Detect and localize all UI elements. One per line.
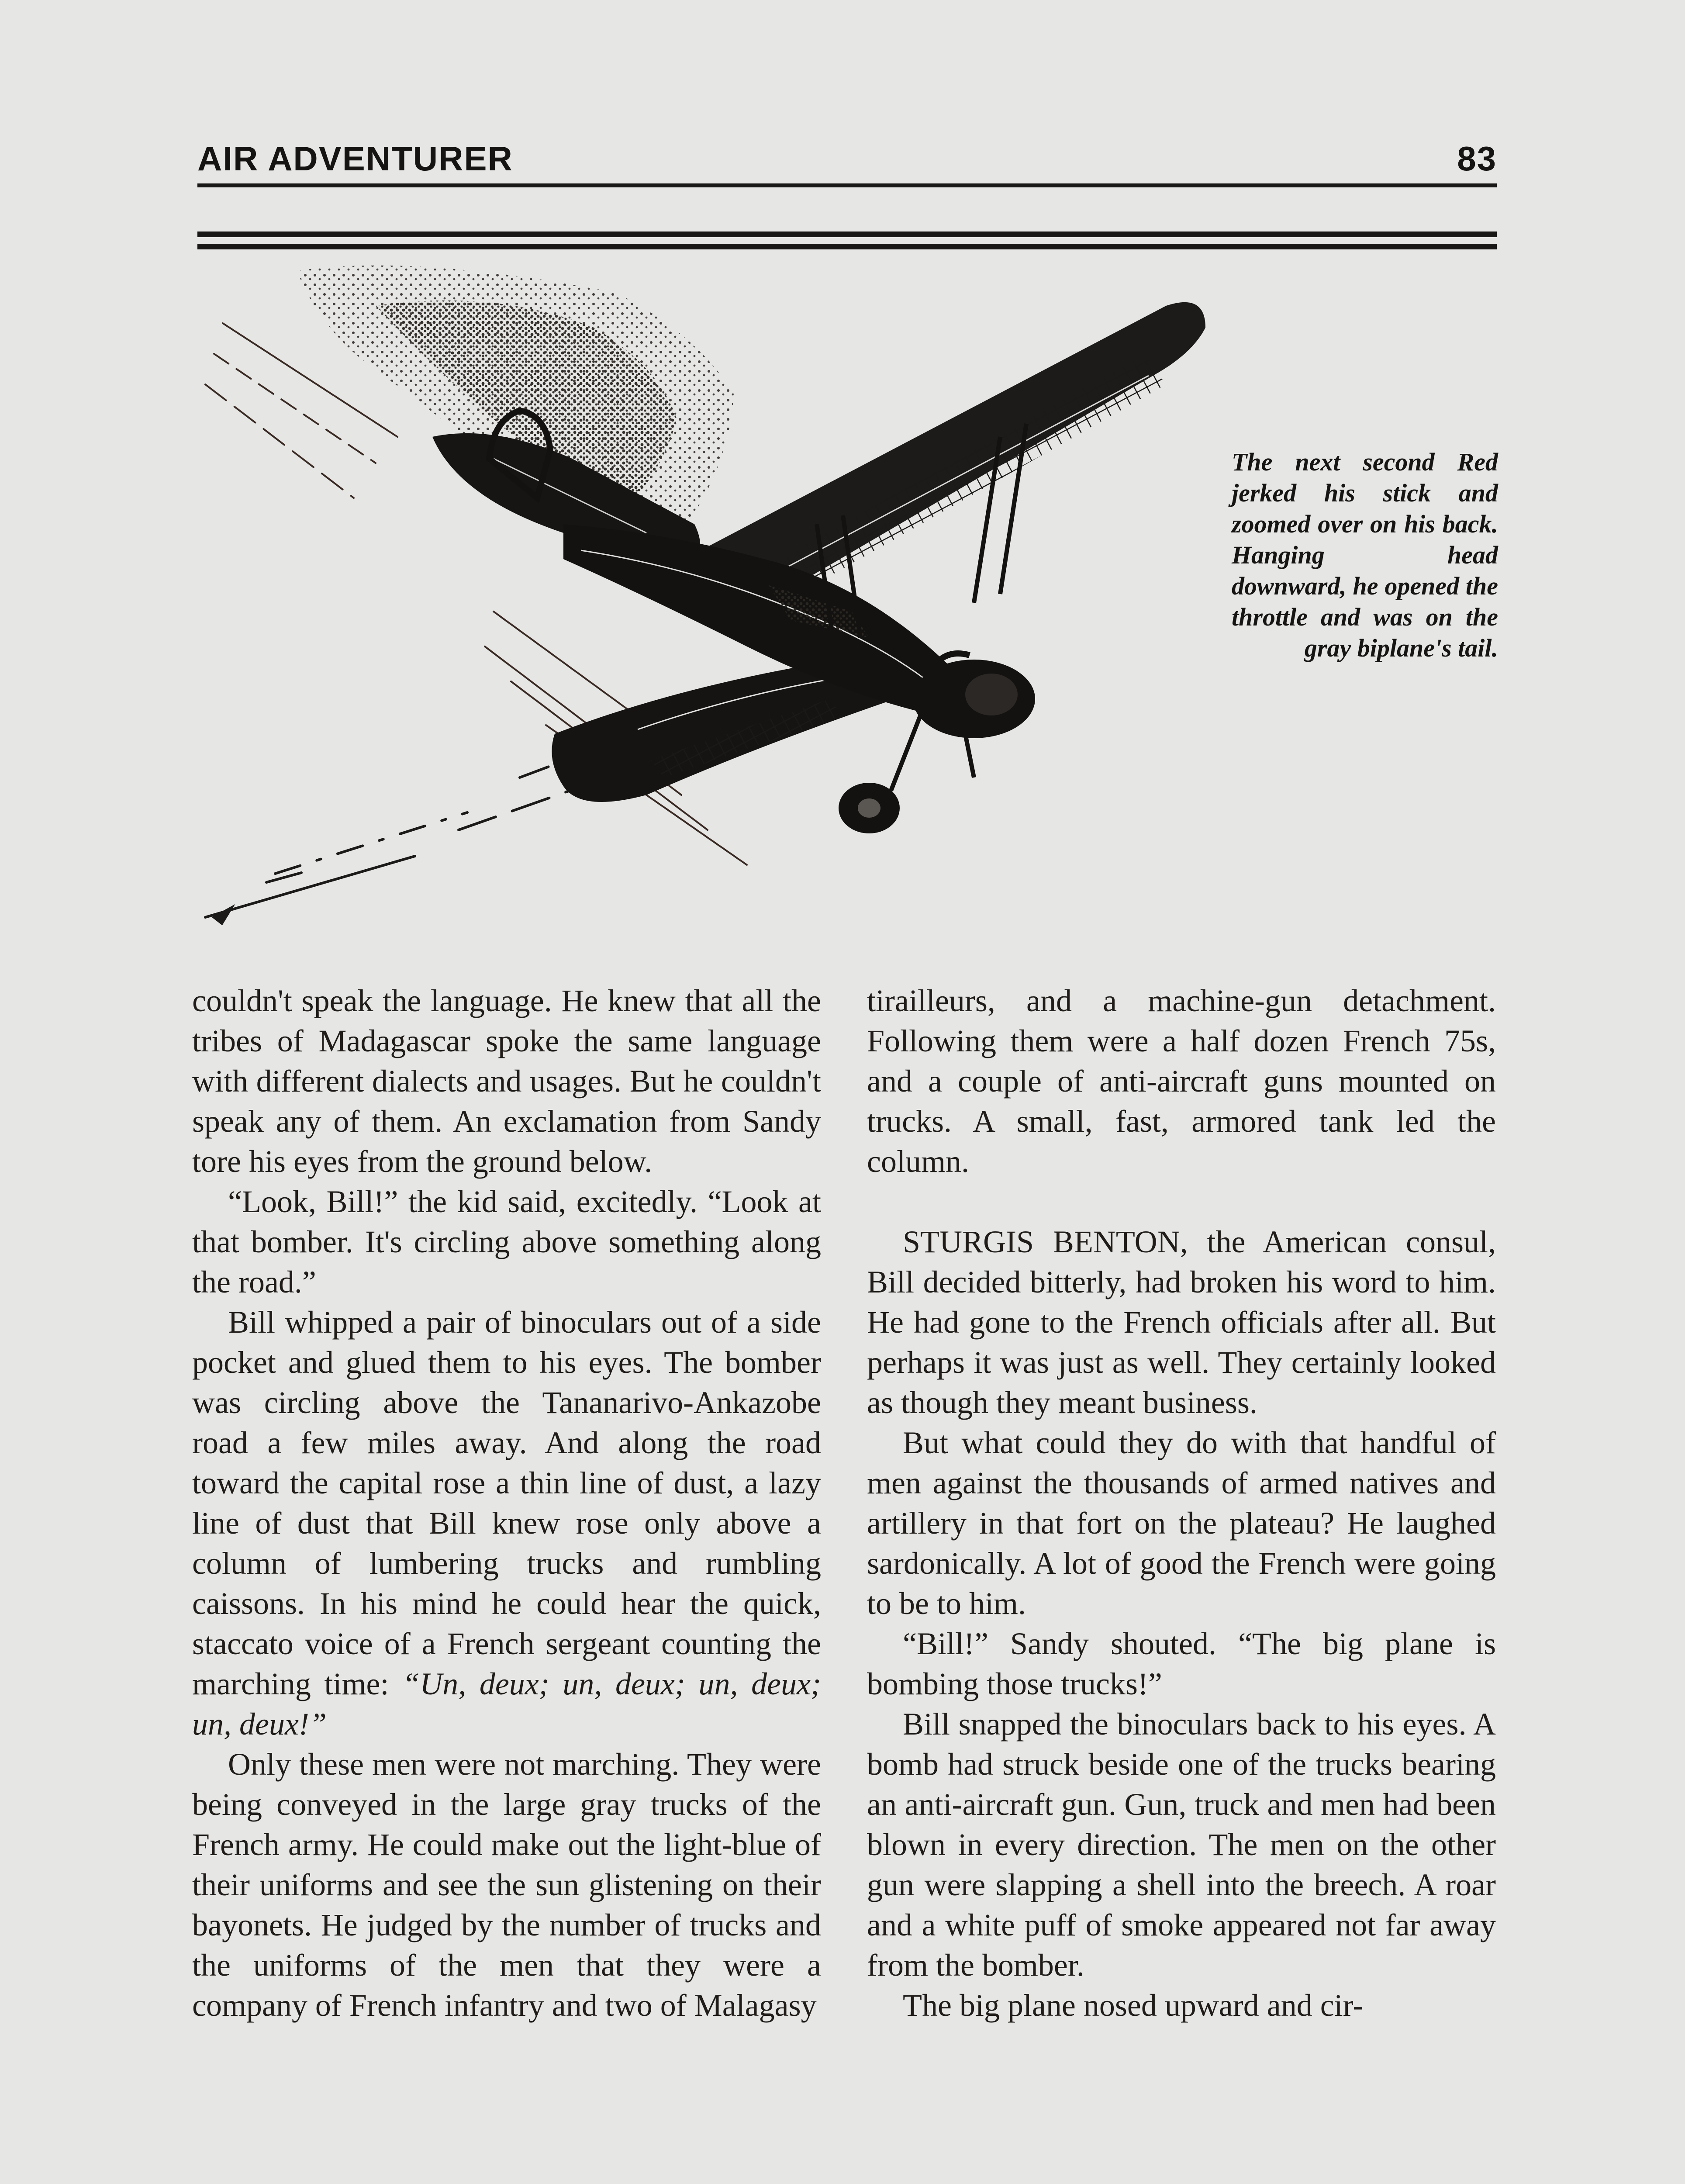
- illustration-caption: The next second Red jerked his stick and zoomed over on his back. Hanging head downward, he opened the throttle and was on the gray biplane's tail.: [1232, 448, 1498, 662]
- header-rule: [197, 183, 1497, 187]
- paragraph: Bill snapped the binoculars back to his eyes. A bomb had struck beside one of the trucks bearing an anti-aircraft gun. Gun, truck and men had been blown in every direction. The men on the other gun were slapping a shell into the breech. A roar and a white puff of smoke appeared not far away from the bomber.: [867, 1707, 1496, 1983]
- banner-rule-top: [197, 232, 1497, 237]
- banner-rule-bottom: [197, 244, 1497, 249]
- right-column: [867, 981, 1496, 2025]
- left-column: [192, 981, 821, 2025]
- paragraph: couldn't speak the language. He knew that all the tribes of Madagascar spoke the same language with different dialects and usages. But he couldn't speak any of them. An exclamation from Sandy tore his eyes from the ground below.: [192, 983, 821, 1179]
- paragraph: tirailleurs, and a machine-gun detachment. Following them were a half dozen French 75s, and a couple of anti-aircraft guns mounted on trucks. A small, fast, armored tank led the column.: [867, 983, 1496, 1179]
- biplane-illustration-icon: [188, 253, 1236, 943]
- paragraph: But what could they do with that handful of men against the thousands of armed natives and artillery in that fort on the plateau? He laughed sardonically. A lot of good the French were going to be to him.: [867, 1425, 1496, 1621]
- page-number: 83: [1457, 139, 1497, 178]
- paragraph: [192, 1302, 821, 1744]
- paragraph: The big plane nosed upward and cir-: [903, 1988, 1364, 2023]
- running-head-title: AIR ADVENTURER: [197, 139, 513, 178]
- paragraph: “Bill!” Sandy shouted. “The big plane is bombing those trucks!”: [867, 1626, 1496, 1701]
- paragraph: Only these men were not marching. They were being conveyed in the large gray trucks of the French army. He could make out the light-blue of their uniforms and see the sun glistening on their bayonets. He judged by the number of trucks and the uniforms of the men that they were a company of French infantry and two of Malagasy: [192, 1747, 821, 2023]
- paragraph: “Look, Bill!” the kid said, excitedly. “Look at that bomber. It's circling above something along the road.”: [192, 1184, 821, 1299]
- section-opening-paragraph: STURGIS BENTON, the American consul, Bill decided bitterly, had broken his word to him. He had gone to the French officials after all. But perhaps it was just as well. They certainly looked as though they meant business.: [867, 1224, 1496, 1420]
- paragraph-text: Bill whipped a pair of binoculars out of a side pocket and glued them to his eyes. The bomber was circling above the Tananarivo-Ankazobe road a few miles away. And along the road toward the capital rose a thin line of dust, a lazy line of dust that Bill knew rose only above a column of lumbering trucks and rumbling caissons. In his mind he could hear the quick, staccato voice of a French sergeant counting the marching time:: [192, 1305, 821, 1701]
- italic-count: “Un, deux; un, deux; un, deux; un, deux!”: [192, 1666, 822, 1742]
